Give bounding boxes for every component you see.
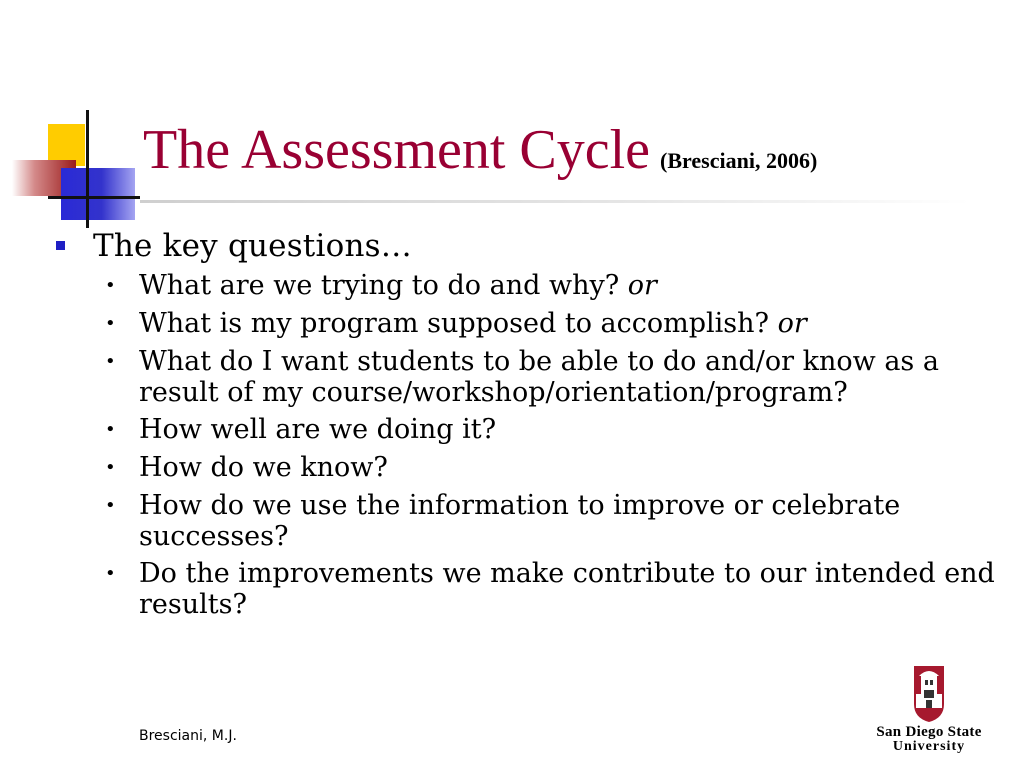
main-bullet [56,228,1006,264]
list-item [103,414,1006,446]
list-item-text: How well are we doing it? [139,414,497,445]
dot-bullet-icon: • [105,351,116,372]
list-item-text: Do the improvements we make contribute to our intended end results? [139,558,995,620]
main-bullet-text: The key questions… [93,228,412,264]
horizontal-line [48,196,140,199]
sdsu-tower-logo-icon [864,664,994,724]
logo-line-2: University [892,739,966,754]
square-bullet-icon [56,241,65,250]
sub-bullet-list [56,270,1006,620]
dot-bullet-icon: • [105,495,116,516]
university-logo [864,664,994,754]
dot-bullet-icon: • [105,313,116,334]
list-item [103,490,1006,552]
slide-content [56,228,1006,626]
list-item-text: What is my program supposed to accomplish? [139,308,778,339]
title-text: The Assessment Cycle [143,119,651,181]
title-underline-rule [140,200,970,203]
blue-square [61,168,135,220]
dot-bullet-icon: • [105,563,116,584]
footer-author: Bresciani, M.J. [139,728,237,744]
title-citation: (Bresciani, 2006) [660,148,818,173]
list-item-text: How do we use the information to improve or celebrate successes? [139,490,901,552]
dot-bullet-icon: • [105,457,116,478]
list-item-text: What do I want students to be able to do and/or know as a result of my course/workshop/orientation/program? [139,346,939,408]
dot-bullet-icon: • [105,275,116,296]
list-item [103,452,1006,484]
dot-bullet-icon: • [105,419,116,440]
slide-title [143,118,817,182]
list-item [103,308,1006,340]
list-item-suffix: or [777,308,807,339]
list-item-suffix: or [627,270,657,301]
list-item [103,270,1006,302]
list-item [103,558,1006,620]
list-item-text: What are we trying to do and why? [139,270,628,301]
decorative-corner-graphic [0,0,150,230]
logo-line-1: San Diego State [876,724,982,740]
list-item [103,346,1006,408]
vertical-line [86,110,89,228]
list-item-text: How do we know? [139,452,388,483]
